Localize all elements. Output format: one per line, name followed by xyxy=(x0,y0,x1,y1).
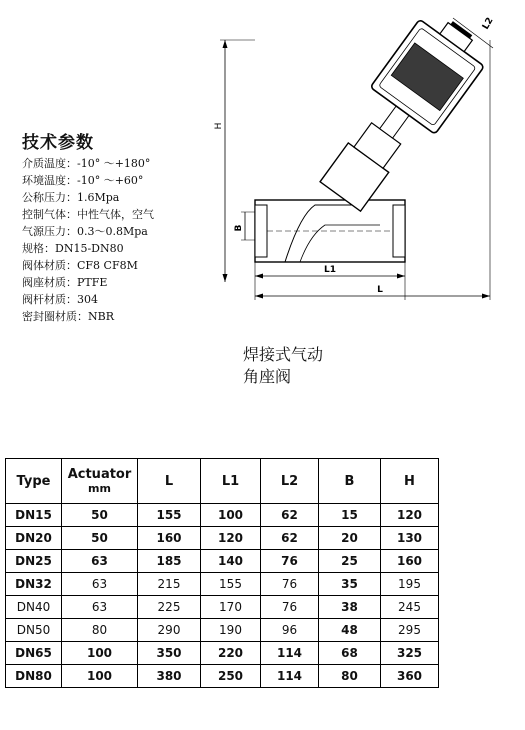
header-actuator-unit: mm xyxy=(88,482,111,495)
spec-ambient-temperature: 环境温度：-10° ～+60° xyxy=(22,174,144,187)
valve-drawing xyxy=(205,0,505,305)
dim-l2-label: L2 xyxy=(480,16,496,32)
cell-l1: 250 xyxy=(201,665,261,688)
cell-h: 360 xyxy=(381,665,439,688)
spec-seal-material: 密封圈材质：NBR xyxy=(22,310,114,323)
cell-actuator: 63 xyxy=(62,596,138,619)
spec-size-range: 规格：DN15-DN80 xyxy=(22,242,124,255)
cell-type: DN32 xyxy=(6,573,62,596)
cell-l1: 100 xyxy=(201,504,261,527)
spec-supply-pressure: 气源压力：0.3～0.8Mpa xyxy=(22,225,148,238)
spec-stem-material: 阀杆材质：304 xyxy=(22,293,98,306)
header-actuator xyxy=(62,459,138,504)
cell-l2: 76 xyxy=(261,596,319,619)
cell-type: DN15 xyxy=(6,504,62,527)
cell-l1: 155 xyxy=(201,573,261,596)
cell-l2: 62 xyxy=(261,504,319,527)
cell-b: 80 xyxy=(319,665,381,688)
cell-h: 295 xyxy=(381,619,439,642)
cell-h: 325 xyxy=(381,642,439,665)
cell-l: 215 xyxy=(138,573,201,596)
cell-actuator: 50 xyxy=(62,504,138,527)
cell-b: 20 xyxy=(319,527,381,550)
table-row xyxy=(6,550,439,573)
table-row xyxy=(6,504,439,527)
cell-b: 68 xyxy=(319,642,381,665)
table-row xyxy=(6,573,439,596)
table-row xyxy=(6,619,439,642)
table-row xyxy=(6,527,439,550)
cell-l2: 76 xyxy=(261,550,319,573)
caption-line-1: 焊接式气动 xyxy=(243,345,324,364)
spec-nominal-pressure: 公称压力：1.6Mpa xyxy=(22,191,120,204)
cell-h: 195 xyxy=(381,573,439,596)
header-type: Type xyxy=(6,459,62,504)
cell-l1: 220 xyxy=(201,642,261,665)
table-row xyxy=(6,596,439,619)
header-l1: L1 xyxy=(201,459,261,504)
header-l: L xyxy=(138,459,201,504)
cell-actuator: 80 xyxy=(62,619,138,642)
caption-line-2: 角座阀 xyxy=(243,367,292,386)
dimensions-table xyxy=(5,458,439,688)
technical-specs xyxy=(22,128,154,325)
dim-h-label: H xyxy=(214,122,224,130)
cell-b: 35 xyxy=(319,573,381,596)
cell-l2: 96 xyxy=(261,619,319,642)
cell-h: 160 xyxy=(381,550,439,573)
cell-actuator: 100 xyxy=(62,665,138,688)
cell-actuator: 63 xyxy=(62,550,138,573)
table-row xyxy=(6,665,439,688)
header-h: H xyxy=(381,459,439,504)
product-caption xyxy=(243,344,323,388)
cell-b: 38 xyxy=(319,596,381,619)
cell-l: 155 xyxy=(138,504,201,527)
cell-l: 380 xyxy=(138,665,201,688)
spec-seat-material: 阀座材质：PTFE xyxy=(22,276,108,289)
cell-l: 185 xyxy=(138,550,201,573)
cell-b: 48 xyxy=(319,619,381,642)
dim-l-label: L xyxy=(377,285,383,295)
spec-medium-temperature: 介质温度：-10° ～+180° xyxy=(22,157,151,170)
cell-l2: 76 xyxy=(261,573,319,596)
spec-body-material: 阀体材质：CF8 CF8M xyxy=(22,259,138,272)
cell-l: 225 xyxy=(138,596,201,619)
table-row xyxy=(6,642,439,665)
specs-title: 技术参数 xyxy=(22,133,94,153)
cell-l1: 170 xyxy=(201,596,261,619)
cell-l2: 114 xyxy=(261,665,319,688)
cell-l1: 190 xyxy=(201,619,261,642)
cell-actuator: 50 xyxy=(62,527,138,550)
header-actuator-label: Actuator xyxy=(67,467,132,482)
cell-l2: 114 xyxy=(261,642,319,665)
cell-b: 15 xyxy=(319,504,381,527)
header-l2: L2 xyxy=(261,459,319,504)
cell-h: 120 xyxy=(381,504,439,527)
dim-l1-label: L1 xyxy=(324,265,336,275)
cell-type: DN80 xyxy=(6,665,62,688)
cell-actuator: 100 xyxy=(62,642,138,665)
cell-actuator: 63 xyxy=(62,573,138,596)
cell-type: DN50 xyxy=(6,619,62,642)
cell-l1: 140 xyxy=(201,550,261,573)
cell-l1: 120 xyxy=(201,527,261,550)
cell-l2: 62 xyxy=(261,527,319,550)
cell-h: 130 xyxy=(381,527,439,550)
cell-type: DN20 xyxy=(6,527,62,550)
cell-type: DN65 xyxy=(6,642,62,665)
cell-h: 245 xyxy=(381,596,439,619)
header-b: B xyxy=(319,459,381,504)
spec-control-gas: 控制气体：中性气体，空气 xyxy=(22,208,154,221)
cell-b: 25 xyxy=(319,550,381,573)
table-header-row xyxy=(6,459,439,504)
cell-l: 290 xyxy=(138,619,201,642)
cell-type: DN25 xyxy=(6,550,62,573)
cell-type: DN40 xyxy=(6,596,62,619)
cell-l: 350 xyxy=(138,642,201,665)
cell-l: 160 xyxy=(138,527,201,550)
dim-b-label: B xyxy=(234,224,244,232)
